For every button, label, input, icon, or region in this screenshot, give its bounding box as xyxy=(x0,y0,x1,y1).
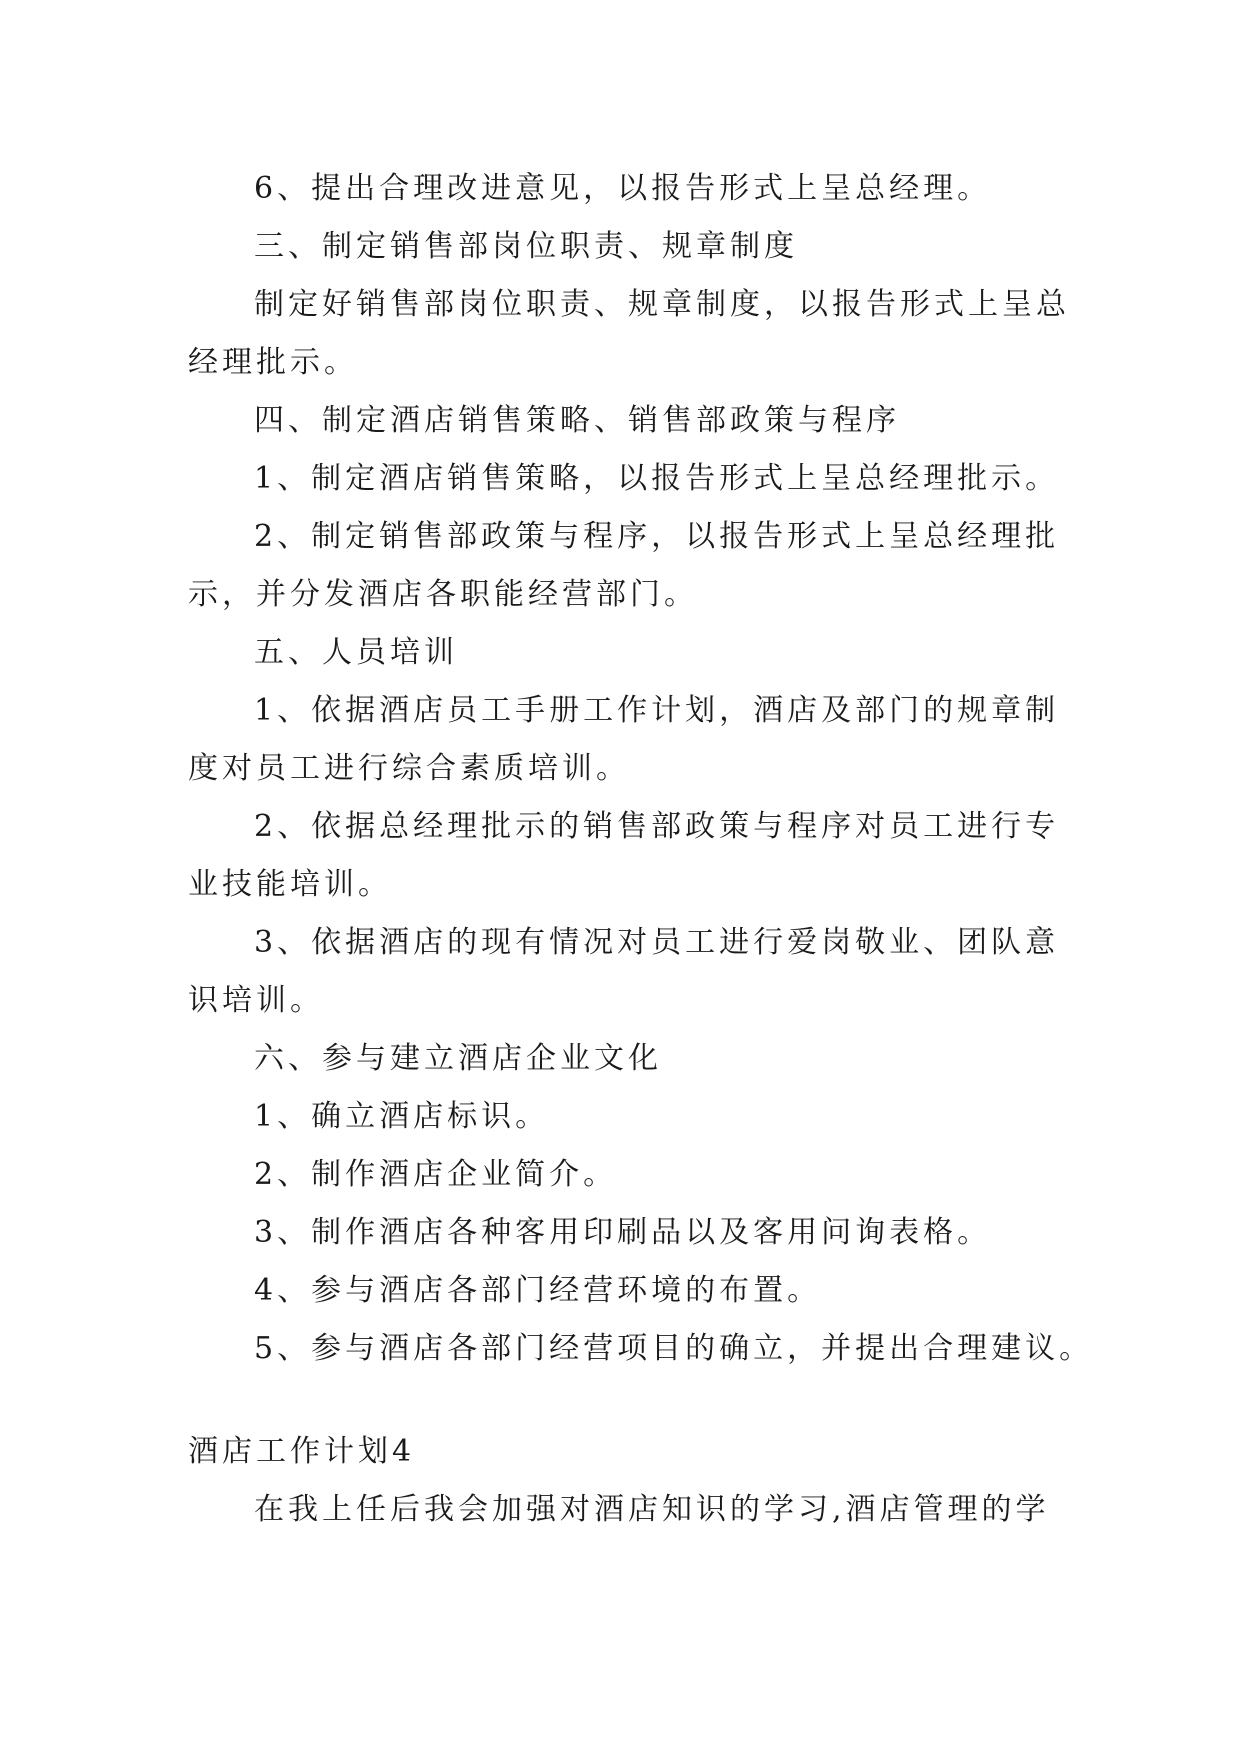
paragraph-line: 在我上任后我会加强对酒店知识的学习,酒店管理的学 xyxy=(254,1492,1050,1527)
paragraph-line: 1、确立酒店标识。 xyxy=(254,1099,550,1134)
paragraph-line: 4、参与酒店各部门经营环境的布置。 xyxy=(254,1273,822,1308)
paragraph-line: 3、依据酒店的现有情况对员工进行爱岗敬业、团队意 xyxy=(254,925,1060,960)
section-title: 酒店工作计划4 xyxy=(188,1434,416,1469)
paragraph-line: 业技能培训。 xyxy=(188,867,392,902)
paragraph-line: 3、制作酒店各种客用印刷品以及客用问询表格。 xyxy=(254,1215,992,1250)
paragraph-line: 2、制定销售部政策与程序，以报告形式上呈总经理批 xyxy=(254,519,1060,554)
paragraph-line: 2、依据总经理批示的销售部政策与程序对员工进行专 xyxy=(254,809,1060,844)
section-heading: 六、参与建立酒店企业文化 xyxy=(254,1041,662,1076)
paragraph-line: 经理批示。 xyxy=(188,345,358,380)
section-heading: 五、人员培训 xyxy=(254,635,458,670)
paragraph-line: 度对员工进行综合素质培训。 xyxy=(188,751,630,786)
document-body xyxy=(188,160,1094,1539)
section-spacer xyxy=(188,1378,1058,1423)
paragraph-line: 示，并分发酒店各职能经营部门。 xyxy=(188,577,698,612)
paragraph-line: 2、制作酒店企业简介。 xyxy=(254,1157,618,1192)
paragraph-line: 制定好销售部岗位职责、规章制度，以报告形式上呈总 xyxy=(254,287,1070,322)
section-heading: 四、制定酒店销售策略、销售部政策与程序 xyxy=(254,403,900,438)
paragraph-line: 识培训。 xyxy=(188,983,324,1018)
paragraph-line: 1、依据酒店员工手册工作计划，酒店及部门的规章制 xyxy=(254,693,1060,728)
paragraph-line: 6、提出合理改进意见，以报告形式上呈总经理。 xyxy=(254,171,992,206)
section-heading: 三、制定销售部岗位职责、规章制度 xyxy=(254,229,798,264)
paragraph-line: 1、制定酒店销售策略，以报告形式上呈总经理批示。 xyxy=(254,461,1060,496)
paragraph-line: 5、参与酒店各部门经营项目的确立，并提出合理建议。 xyxy=(254,1331,1094,1366)
